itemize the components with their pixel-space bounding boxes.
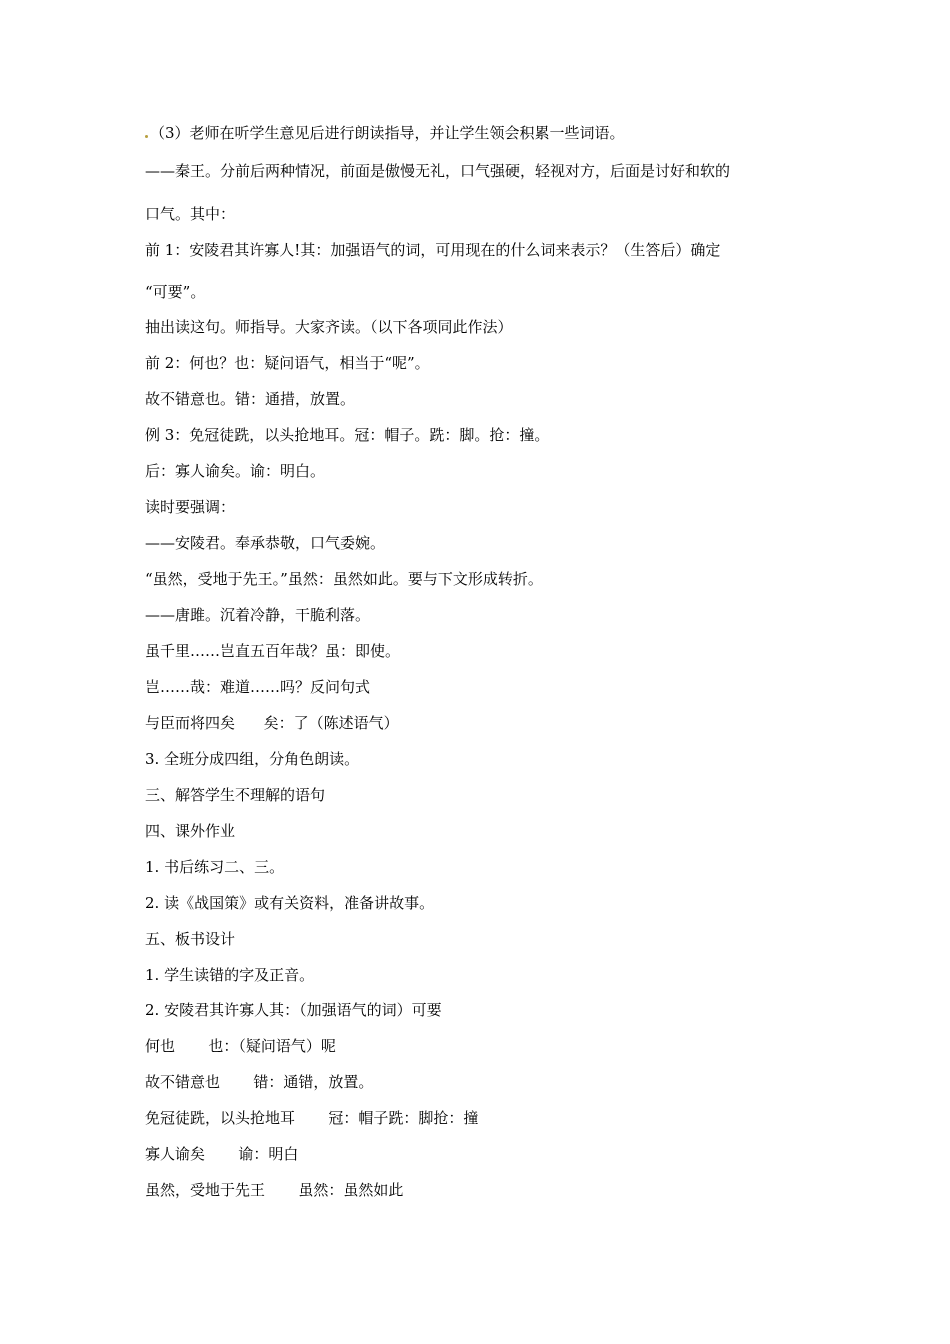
text-line-10: 后：寡人谕矣。谕：明白。 <box>145 462 326 480</box>
text-line-18: 3. 全班分成四组，分角色朗读。 <box>145 750 360 768</box>
text-line-6: 抽出读这句。师指导。大家齐读。（以下各项同此作法） <box>145 318 513 336</box>
text-line-25: 2. 安陵君其许寡人其：（加强语气的词）可要 <box>145 1001 442 1019</box>
text-line-28: 免冠徒跣，以头抢地耳 冠：帽子跣：脚抢：撞 <box>145 1109 479 1127</box>
text-line-29: 寡人谕矣 谕：明白 <box>145 1145 299 1163</box>
text-line-20: 四、课外作业 <box>145 822 236 840</box>
text-line-4: 前 1：安陵君其许寡人!其：加强语气的词，可用现在的什么词来表示？（生答后）确定 <box>145 241 721 259</box>
text-line-16: 岂……哉：难道……吗？反问句式 <box>145 678 371 696</box>
text-line-1-content: （3）老师在听学生意见后进行朗读指导，并让学生领会积累一些词语。 <box>150 124 625 142</box>
text-line-27: 故不错意也 错：通错，放置。 <box>145 1073 374 1091</box>
text-line-26: 何也 也：（疑问语气）呢 <box>145 1037 336 1055</box>
text-line-14: ——唐雎。沉着冷静，干脆利落。 <box>145 606 371 624</box>
text-line-19: 三、解答学生不理解的语句 <box>145 786 326 804</box>
text-line-12: ——安陵君。奉承恭敬，口气委婉。 <box>145 534 386 552</box>
text-line-15: 虽千里……岂直五百年哉？虽：即使。 <box>145 642 401 660</box>
text-line-24: 1. 学生读错的字及正音。 <box>145 966 315 984</box>
text-line-23: 五、板书设计 <box>145 930 236 948</box>
text-line-11: 读时要强调： <box>145 498 236 516</box>
marker-dot <box>145 135 148 138</box>
text-line-8: 故不错意也。错：通措，放置。 <box>145 390 356 408</box>
text-line-5: “可要”。 <box>145 283 206 301</box>
text-line-22: 2. 读《战国策》或有关资料，准备讲故事。 <box>145 894 435 912</box>
text-line-9: 例 3：免冠徒跣，以头抢地耳。冠：帽子。跣：脚。抢：撞。 <box>145 426 550 444</box>
text-line-13: “虽然，受地于先王。”虽然：虽然如此。要与下文形成转折。 <box>145 570 543 588</box>
text-line-21: 1. 书后练习二、三。 <box>145 858 285 876</box>
text-line-3: 口气。其中： <box>145 205 236 223</box>
text-line-30: 虽然，受地于先王 虽然：虽然如此 <box>145 1181 404 1199</box>
text-line-7: 前 2：何也？也：疑问语气，相当于“呢”。 <box>145 354 430 372</box>
text-line-1 <box>145 123 625 143</box>
text-line-17: 与臣而将四矣 矣：了（陈述语气） <box>145 714 399 732</box>
text-line-2: ——秦王。分前后两种情况，前面是傲慢无礼，口气强硬，轻视对方，后面是讨好和软的 <box>145 162 731 180</box>
